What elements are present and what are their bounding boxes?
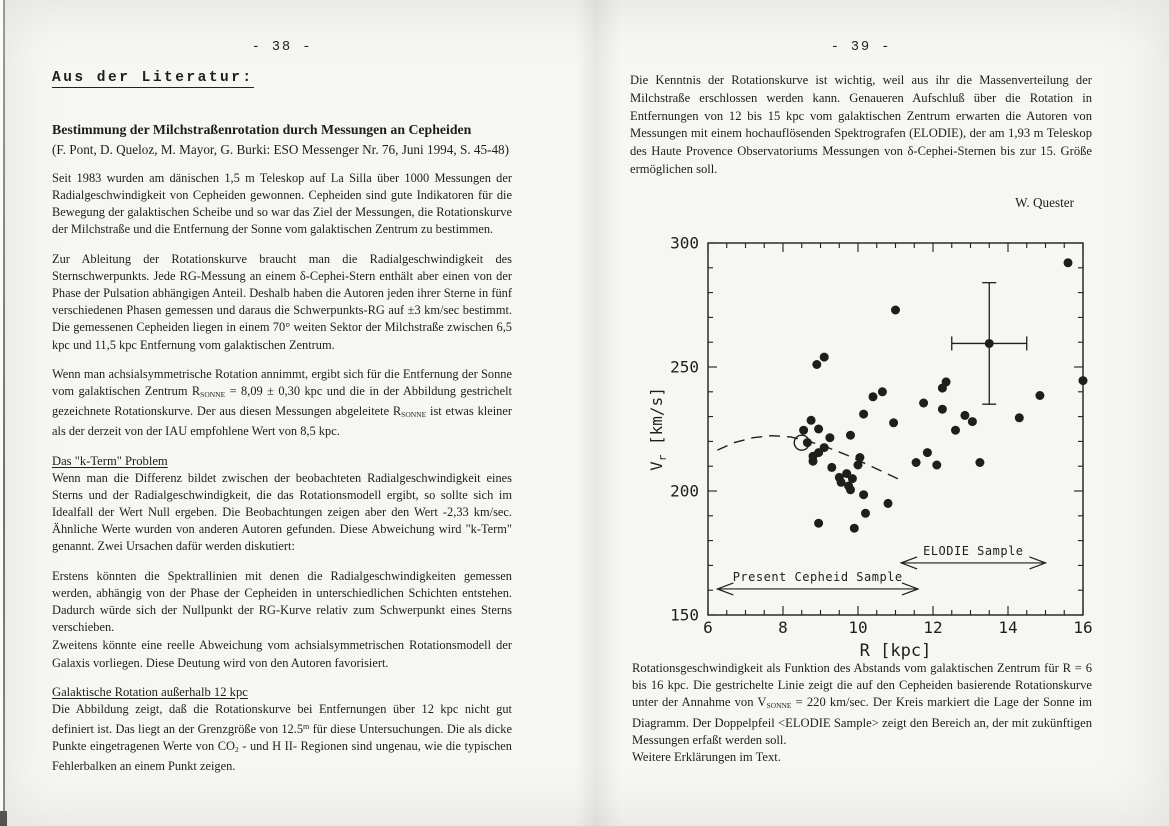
figure-caption: Rotationsgeschwindigkeit als Funktion des Abstands vom galaktischen Zentrum für R = 6 bis 16 kpc. Die gestrichelte Linie zeigt die auf den Cepheiden basierende Rotationskurve unter der Annahme von $V_{SONNE} = 220$ km/sec. Der Kreis markiert die Lage der Sonne im Diagramm. Der Doppelpfeil <ELODIE Sample> zeigt den Bereich an, der mit zukünftigen Messungen erfaßt werden soll.	[632, 661, 1092, 747]
svg-text:12: 12	[923, 618, 943, 637]
paragraph-telescope: Seit 1983 wurden am dänischen 1,5 m Teleskop auf La Silla über 1000 Messungen der Radialgeschwindigkeit von Cepheiden gewonnen. Cepheiden sind gute Indikatoren für die Bewegung der galaktischen Scheibe und so war das Ziel der Messungen, die Rotationskurve der Milchstraße und die Entfernung der Sonne vom galaktischen Zentrum zu bestimmen.	[52, 170, 512, 237]
svg-text:16: 16	[1073, 618, 1093, 637]
svg-text:300: 300	[670, 233, 699, 253]
sample-range-arrow	[901, 544, 1045, 569]
sample-range-label: ELODIE Sample	[923, 543, 1024, 558]
scan-edge-left	[3, 0, 5, 826]
page-number-right: - 39 -	[830, 40, 892, 55]
paragraph-erstens: Erstens könnten die Spektrallinien mit denen die Radialgeschwindigkeiten gemessen werden, abhängig von der Phase der Cepheiden in unterschiedlichen Schichten entstehen. Dadurch würde sich der Nullpunkt der RG-Kurve relativ zum Schwerpunkt eines Sterns verschieben.	[52, 568, 512, 635]
page-38	[52, 40, 512, 776]
article-authors: (F. Pont, D. Queloz, M. Mayor, G. Burki: ESO Messenger Nr. 76, Juni 1994, S. 45-48)	[52, 141, 510, 157]
svg-text:14: 14	[998, 618, 1018, 637]
x-tick-labels	[703, 618, 1092, 637]
section-heading: Aus der Literatur:	[52, 70, 254, 86]
paragraph-rsonne: Wenn man achsialsymmetrische Rotation annimmt, ergibt sich für die Entfernung der Sonne vom galaktischen Zentrum $R_{SONNE} = 8,09 \pm 0,30$ kpc und die in der Abbildung gestrichelt gezeichnete Rotationskurve. Der aus diesen Messungen abgeleitete $R_{SONNE}$ ist etwas kleiner als der derzeit von der IAU empfohlene Wert von 8,5 kpc.	[52, 366, 513, 439]
svg-text:10: 10	[848, 618, 868, 637]
svg-text:8: 8	[778, 618, 788, 637]
x-axis-title: R [kpc]	[859, 641, 932, 661]
cepheid-data-points	[799, 258, 1087, 532]
y-axis-title: $V_r$ [km/s]	[647, 387, 669, 471]
author-signature: W. Quester	[1015, 194, 1074, 210]
paragraph-kterm: Wenn man die Differenz bildet zwischen der beobachteten Radialgeschwindigkeit eines Sterns und der Radialgeschwindigkeit, die das Rotationsmodell ergibt, so sollte sich im Idealfall der Wert Null ergeben. Die Beobachtungen zeigen aber den Wert -2,33 km/sec. Ähnliche Werte wurden von anderen Autoren gefunden. Diese Abweichung wird "k-Term" genannt. Zwei Ursachen dafür werden diskutiert:	[52, 470, 512, 554]
svg-text:200: 200	[670, 481, 699, 501]
paragraph-rotationskurve: Zur Ableitung der Rotationskurve braucht man die Radialgeschwindigkeit des Sternschwerpunkts. Jede RG-Messung an einem δ-Cephei-Stern enthält aber einen von der Phase der Pulsation abhängigen Anteil. Deshalb haben die Autoren jeden ihrer Sterne in fünf verschiedenen Phasen gemessen und daraus die Schwerpunkts-RG auf ±3 km/sec bestimmt. Die gemessenen Cepheiden liegen in einem 70° weiten Sektor der Milchstraße zwischen 6,5 kpc und 11,5 kpc Entfernung vom galaktischen Zentrum.	[52, 251, 512, 352]
error-bar-point	[952, 283, 1027, 405]
page-number-left: - 38 -	[251, 40, 313, 55]
paragraph-zweitens: Zweitens könnte eine reelle Abweichung vom achsialsymmetrischen Rotationsmodell der Galaxis vorliegen. Diese Deutung wird von den Autoren favorisiert.	[52, 638, 512, 670]
figure-caption-block	[632, 660, 1092, 766]
page-gutter-shadow	[576, 0, 620, 826]
kterm-heading: Das "k-Term" Problem	[52, 453, 168, 468]
page-39	[630, 40, 1092, 211]
sample-range-arrow	[717, 570, 918, 595]
article-title: Bestimmung der Milchstraßenrotation durch Messungen an Cepheiden	[52, 122, 472, 137]
sample-range-label: Present Cepheid Sample	[732, 569, 903, 584]
figure-caption-note: Weitere Erklärungen im Text.	[632, 750, 781, 765]
y-tick-labels	[670, 234, 699, 625]
scan-corner-mark	[0, 811, 7, 826]
svg-text:250: 250	[670, 357, 699, 377]
rotation-curve-figure	[636, 228, 1106, 673]
paragraph-kenntnis: Die Kenntnis der Rotationskurve ist wichtig, weil aus ihr die Massenverteilung der Milchstraße erschlossen werden kann. Genaueren Aufschluß über die Rotation in Entfernungen von 12 bis 15 kpc vom galaktischen Zentrum erwarten die Autoren von Messungen mit einem hochauflösenden Spektrografen (ELODIE), der am 1,93 m Teleskop des Haute Provence Observatoriums Messungen von δ-Cephei-Sternen bis zur 15. Größe ermöglichen soll.	[630, 73, 1092, 176]
paragraph-12kpc: Die Abbildung zeigt, daß die Rotationskurve bei Entfernungen über 12 kpc nicht gut definiert ist. Das liegt an der Grenzgröße von 12.5$^m$ für diese Untersuchungen. Die als dicke Punkte eingetragenen Werte von $CO_2$ - und H II- Regionen sind ungenau, wie die typischen Fehlerbalken an einem Punkt zeigen.	[52, 701, 513, 774]
svg-text:150: 150	[670, 605, 699, 625]
plot-frame	[708, 243, 1083, 615]
svg-text:6: 6	[703, 618, 713, 637]
rotation-curve-chart	[636, 228, 1106, 673]
axis-ticks	[708, 243, 1083, 615]
rotation-heading: Galaktische Rotation außerhalb 12 kpc	[52, 684, 248, 699]
